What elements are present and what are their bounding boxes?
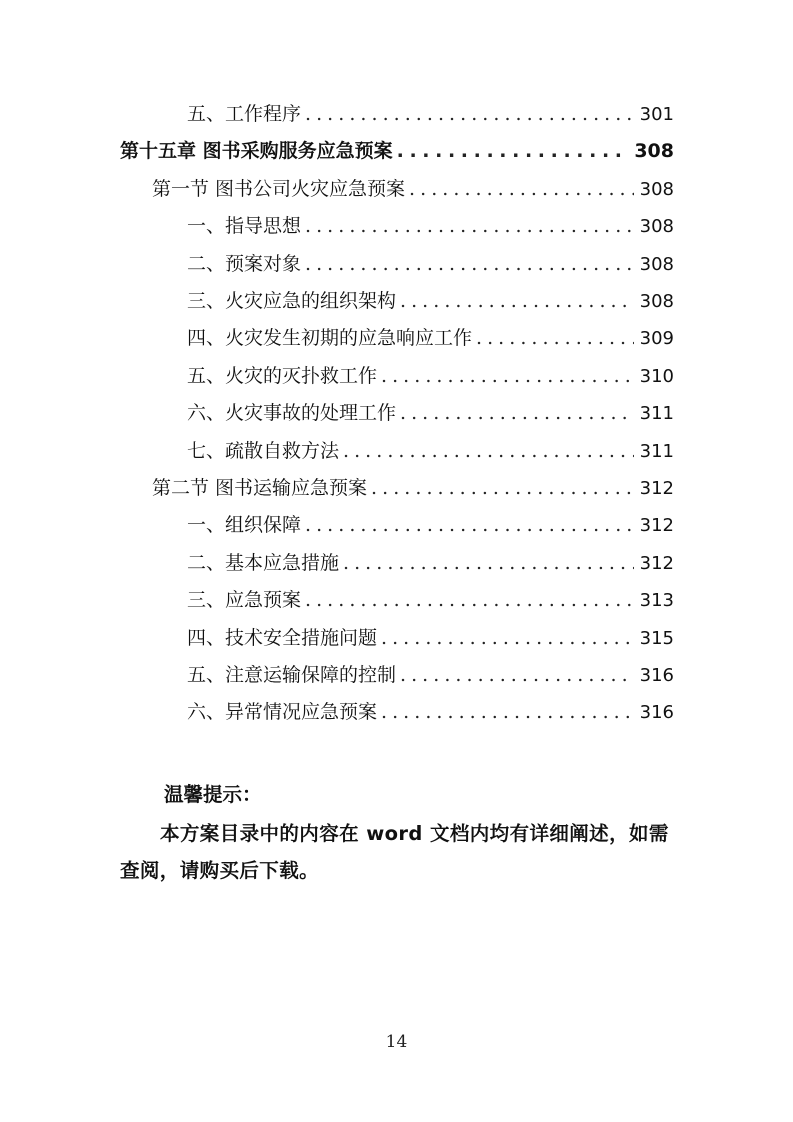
toc-entry-page: 313 xyxy=(639,590,674,612)
toc-entry-title: 五、工作程序 xyxy=(187,103,302,125)
toc-entry-title: 四、技术安全措施问题 xyxy=(187,626,378,649)
toc-leader-dots xyxy=(400,287,634,315)
toc-entry-title: 五、火灾的灭扑救工作 xyxy=(187,364,378,387)
toc-entry-page: 312 xyxy=(639,478,674,499)
toc-entry-title: 七、疏散自救方法 xyxy=(187,439,340,462)
toc-entry-title: 四、火灾发生初期的应急响应工作 xyxy=(187,327,473,350)
toc-entry-title: 一、组织保障 xyxy=(187,514,302,537)
toc-entry[interactable] xyxy=(187,250,674,278)
toc-entry-page: 311 xyxy=(639,403,674,425)
toc-leader-dots xyxy=(400,661,634,689)
toc-entry-page: 308 xyxy=(634,140,674,163)
toc-entry-title: 一、指导思想 xyxy=(187,215,302,238)
toc-entry-page: 316 xyxy=(639,665,674,686)
toc-entry[interactable] xyxy=(187,287,674,315)
toc-entry-title: 二、预案对象 xyxy=(187,252,302,275)
toc-entry-page: 308 xyxy=(639,253,674,275)
toc-entry-page: 311 xyxy=(639,440,674,462)
toc-entry[interactable] xyxy=(120,137,674,165)
tip-body: 本方案目录中的内容在 word 文档内均有详细阐述，如需查阅，请购买后下载。 xyxy=(120,822,669,882)
toc-leader-dots xyxy=(381,362,634,390)
toc-leader-dots xyxy=(381,698,634,726)
toc-entry-page: 308 xyxy=(639,291,674,312)
toc-entry-page: 308 xyxy=(639,178,674,200)
toc-leader-dots xyxy=(400,399,634,427)
toc-leader-dots xyxy=(343,549,634,577)
toc-entry[interactable] xyxy=(152,474,674,502)
toc-leader-dots xyxy=(343,437,634,465)
toc-entry-page: 301 xyxy=(639,104,674,125)
toc-entry[interactable] xyxy=(187,586,674,614)
toc-entry-page: 312 xyxy=(639,515,674,537)
toc-leader-dots xyxy=(305,511,634,539)
toc-entry-title: 第十五章 图书采购服务应急预案 xyxy=(120,140,393,163)
toc-leader-dots xyxy=(397,137,629,165)
toc-entry[interactable] xyxy=(187,399,674,427)
toc-leader-dots xyxy=(305,100,634,128)
toc-entry-title: 第一节 图书公司火灾应急预案 xyxy=(152,177,406,200)
tip-title: 温馨提示： xyxy=(164,783,262,806)
toc-entry[interactable] xyxy=(187,437,674,465)
toc-entry-page: 315 xyxy=(639,627,674,649)
toc-leader-dots xyxy=(381,624,634,652)
toc-entry[interactable] xyxy=(152,175,674,203)
toc-leader-dots xyxy=(371,474,634,502)
toc-leader-dots xyxy=(305,212,634,240)
toc-entry-title: 五、注意运输保障的控制 xyxy=(187,664,397,686)
toc-entry[interactable] xyxy=(187,698,674,726)
toc-entry[interactable] xyxy=(187,661,674,689)
toc-entry-title: 三、火灾应急的组织架构 xyxy=(187,290,397,312)
toc-entry-page: 309 xyxy=(639,328,674,350)
toc-entry[interactable] xyxy=(187,362,674,390)
toc-entry[interactable] xyxy=(187,100,674,128)
toc-entry-page: 308 xyxy=(639,216,674,238)
toc-leader-dots xyxy=(305,586,634,614)
toc-leader-dots xyxy=(409,175,634,203)
toc-entry[interactable] xyxy=(187,511,674,539)
toc-entry[interactable] xyxy=(187,324,674,352)
toc-entry-title: 六、异常情况应急预案 xyxy=(187,701,378,724)
toc-entry-title: 二、基本应急措施 xyxy=(187,551,340,574)
toc-entry-title: 第二节 图书运输应急预案 xyxy=(152,477,368,499)
toc-entry[interactable] xyxy=(187,212,674,240)
toc-leader-dots xyxy=(476,324,634,352)
toc-leader-dots xyxy=(305,250,634,278)
toc-entry-page: 310 xyxy=(639,365,674,387)
toc-entry-page: 312 xyxy=(639,552,674,574)
toc-entry-page: 316 xyxy=(639,702,674,724)
toc-entry-title: 三、应急预案 xyxy=(187,589,302,612)
toc-entry[interactable] xyxy=(187,624,674,652)
toc-entry-title: 六、火灾事故的处理工作 xyxy=(187,402,397,425)
page-number: 14 xyxy=(385,1032,408,1052)
toc-entry[interactable] xyxy=(187,549,674,577)
